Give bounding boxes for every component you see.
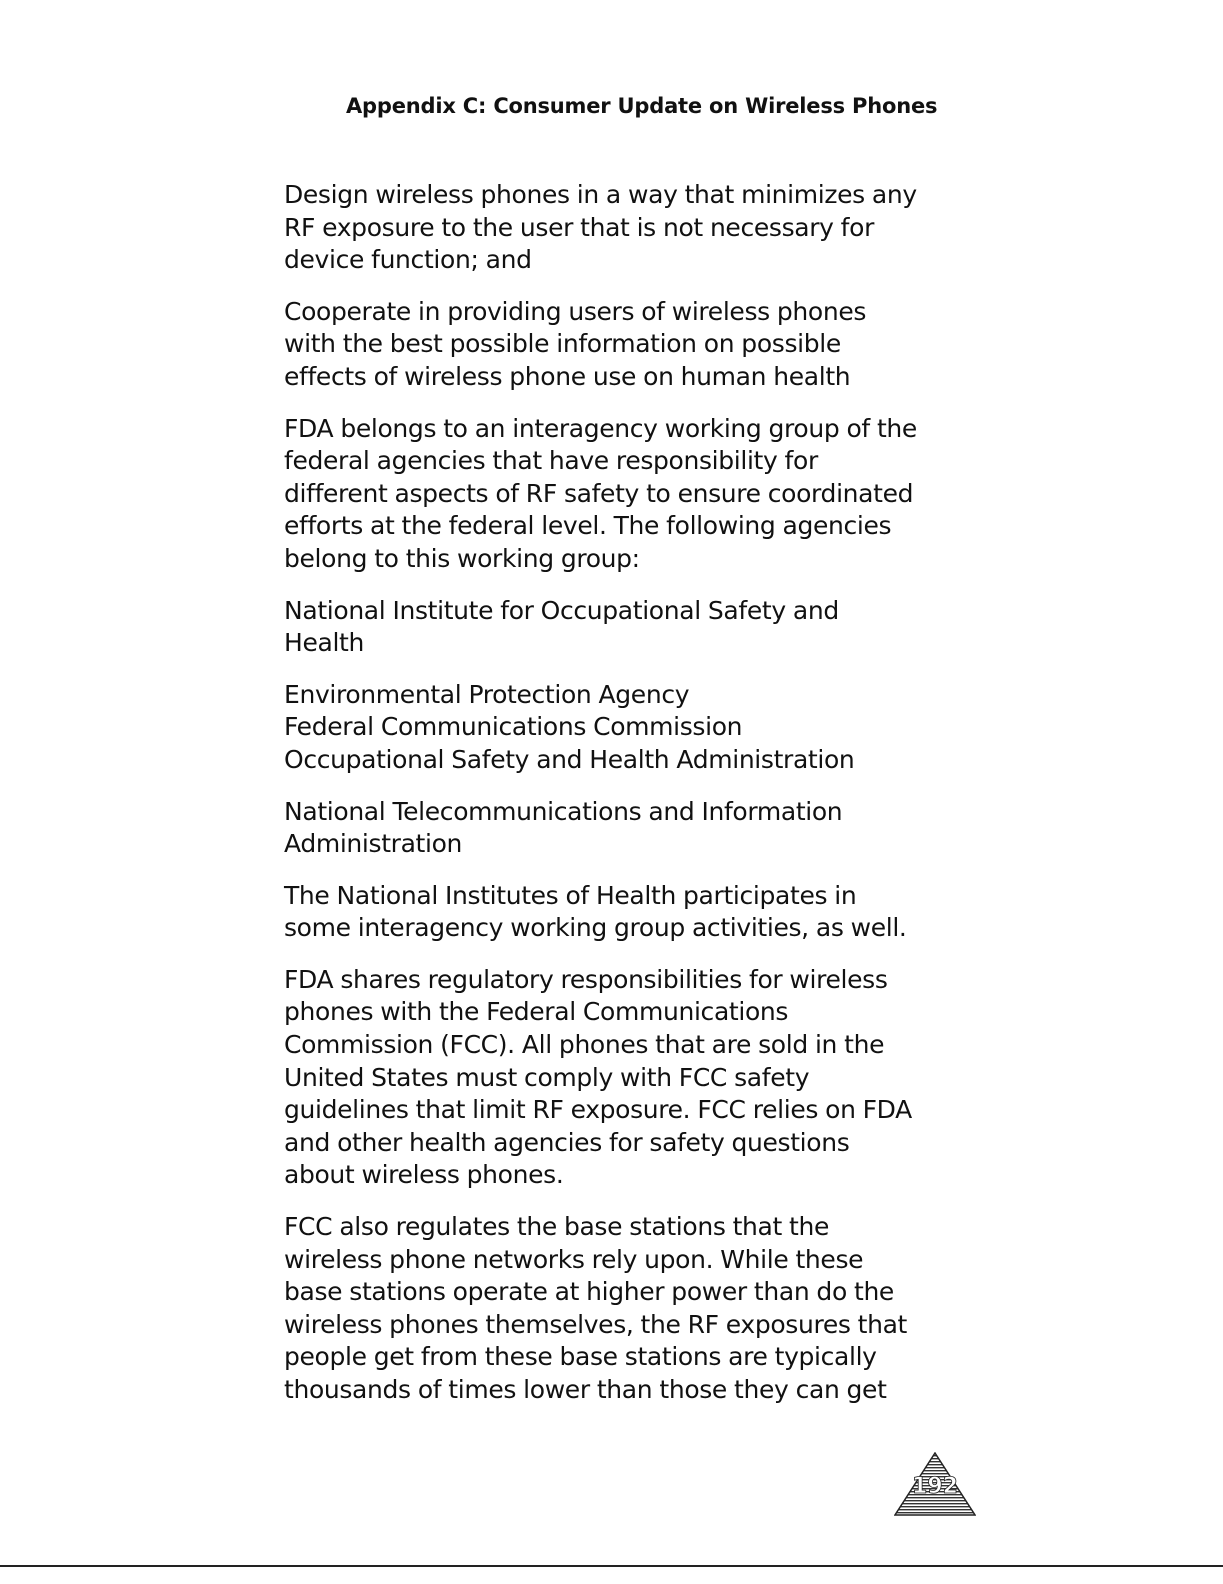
text-line: RF exposure to the user that is not necessary for xyxy=(284,212,875,242)
paragraph xyxy=(284,595,934,660)
text-line: base stations operate at higher power than do the xyxy=(284,1277,894,1307)
text-line: Environmental Protection Agency xyxy=(284,679,690,709)
text-line: thousands of times lower than those they can get xyxy=(284,1375,887,1404)
text-line: efforts at the federal level. The following agencies xyxy=(284,511,892,541)
text-line: wireless phones themselves, the RF exposures that xyxy=(284,1309,908,1339)
text-line: device function; and xyxy=(284,245,532,275)
paragraph xyxy=(284,964,934,1192)
text-line: guidelines that limit RF exposure. FCC relies on FDA xyxy=(284,1095,912,1125)
text-line: Health xyxy=(284,628,364,658)
bottom-rule xyxy=(0,1565,1223,1567)
text-line: Occupational Safety and Health Administration xyxy=(284,744,855,774)
text-line: National Telecommunications and Information xyxy=(284,796,843,826)
paragraph xyxy=(284,796,934,861)
text-line: FCC also regulates the base stations that the xyxy=(284,1212,830,1242)
text-line: FDA shares regulatory responsibilities for wireless xyxy=(284,964,888,994)
page-number: 192 xyxy=(912,1474,958,1499)
text-line: United States must comply with FCC safety xyxy=(284,1062,810,1092)
body-text xyxy=(284,179,934,1426)
text-line: Federal Communications Commission xyxy=(284,712,743,742)
paragraph xyxy=(284,413,934,576)
text-line: different aspects of RF safety to ensure coordinated xyxy=(284,478,914,508)
text-line: Administration xyxy=(284,829,463,859)
text-line: some interagency working group activities, as well. xyxy=(284,913,907,943)
text-line: about wireless phones. xyxy=(284,1160,564,1190)
page-title: Appendix C: Consumer Update on Wireless Phones xyxy=(346,94,938,118)
text-line: Commission (FCC). All phones that are sold in the xyxy=(284,1030,885,1060)
paragraph xyxy=(284,880,934,945)
text-line: wireless phone networks rely upon. While these xyxy=(284,1244,864,1274)
text-line: National Institute for Occupational Safety and xyxy=(284,595,839,625)
text-line: and other health agencies for safety questions xyxy=(284,1127,850,1157)
text-line: Cooperate in providing users of wireless phones xyxy=(284,296,867,326)
paragraph xyxy=(284,1211,934,1407)
text-line: phones with the Federal Communications xyxy=(284,997,789,1027)
text-line: people get from these base stations are typically xyxy=(284,1342,877,1372)
paragraph xyxy=(284,679,934,777)
text-line: belong to this working group: xyxy=(284,543,640,573)
text-line: federal agencies that have responsibility for xyxy=(284,446,818,476)
paragraph xyxy=(284,296,934,394)
text-line: effects of wireless phone use on human health xyxy=(284,361,851,391)
paragraph xyxy=(284,179,934,277)
text-line: with the best possible information on possible xyxy=(284,329,841,359)
text-line: The National Institutes of Health participates in xyxy=(284,880,857,910)
page-number-badge xyxy=(894,1452,976,1516)
text-line: FDA belongs to an interagency working group of the xyxy=(284,413,917,443)
text-line: Design wireless phones in a way that minimizes any xyxy=(284,180,917,209)
